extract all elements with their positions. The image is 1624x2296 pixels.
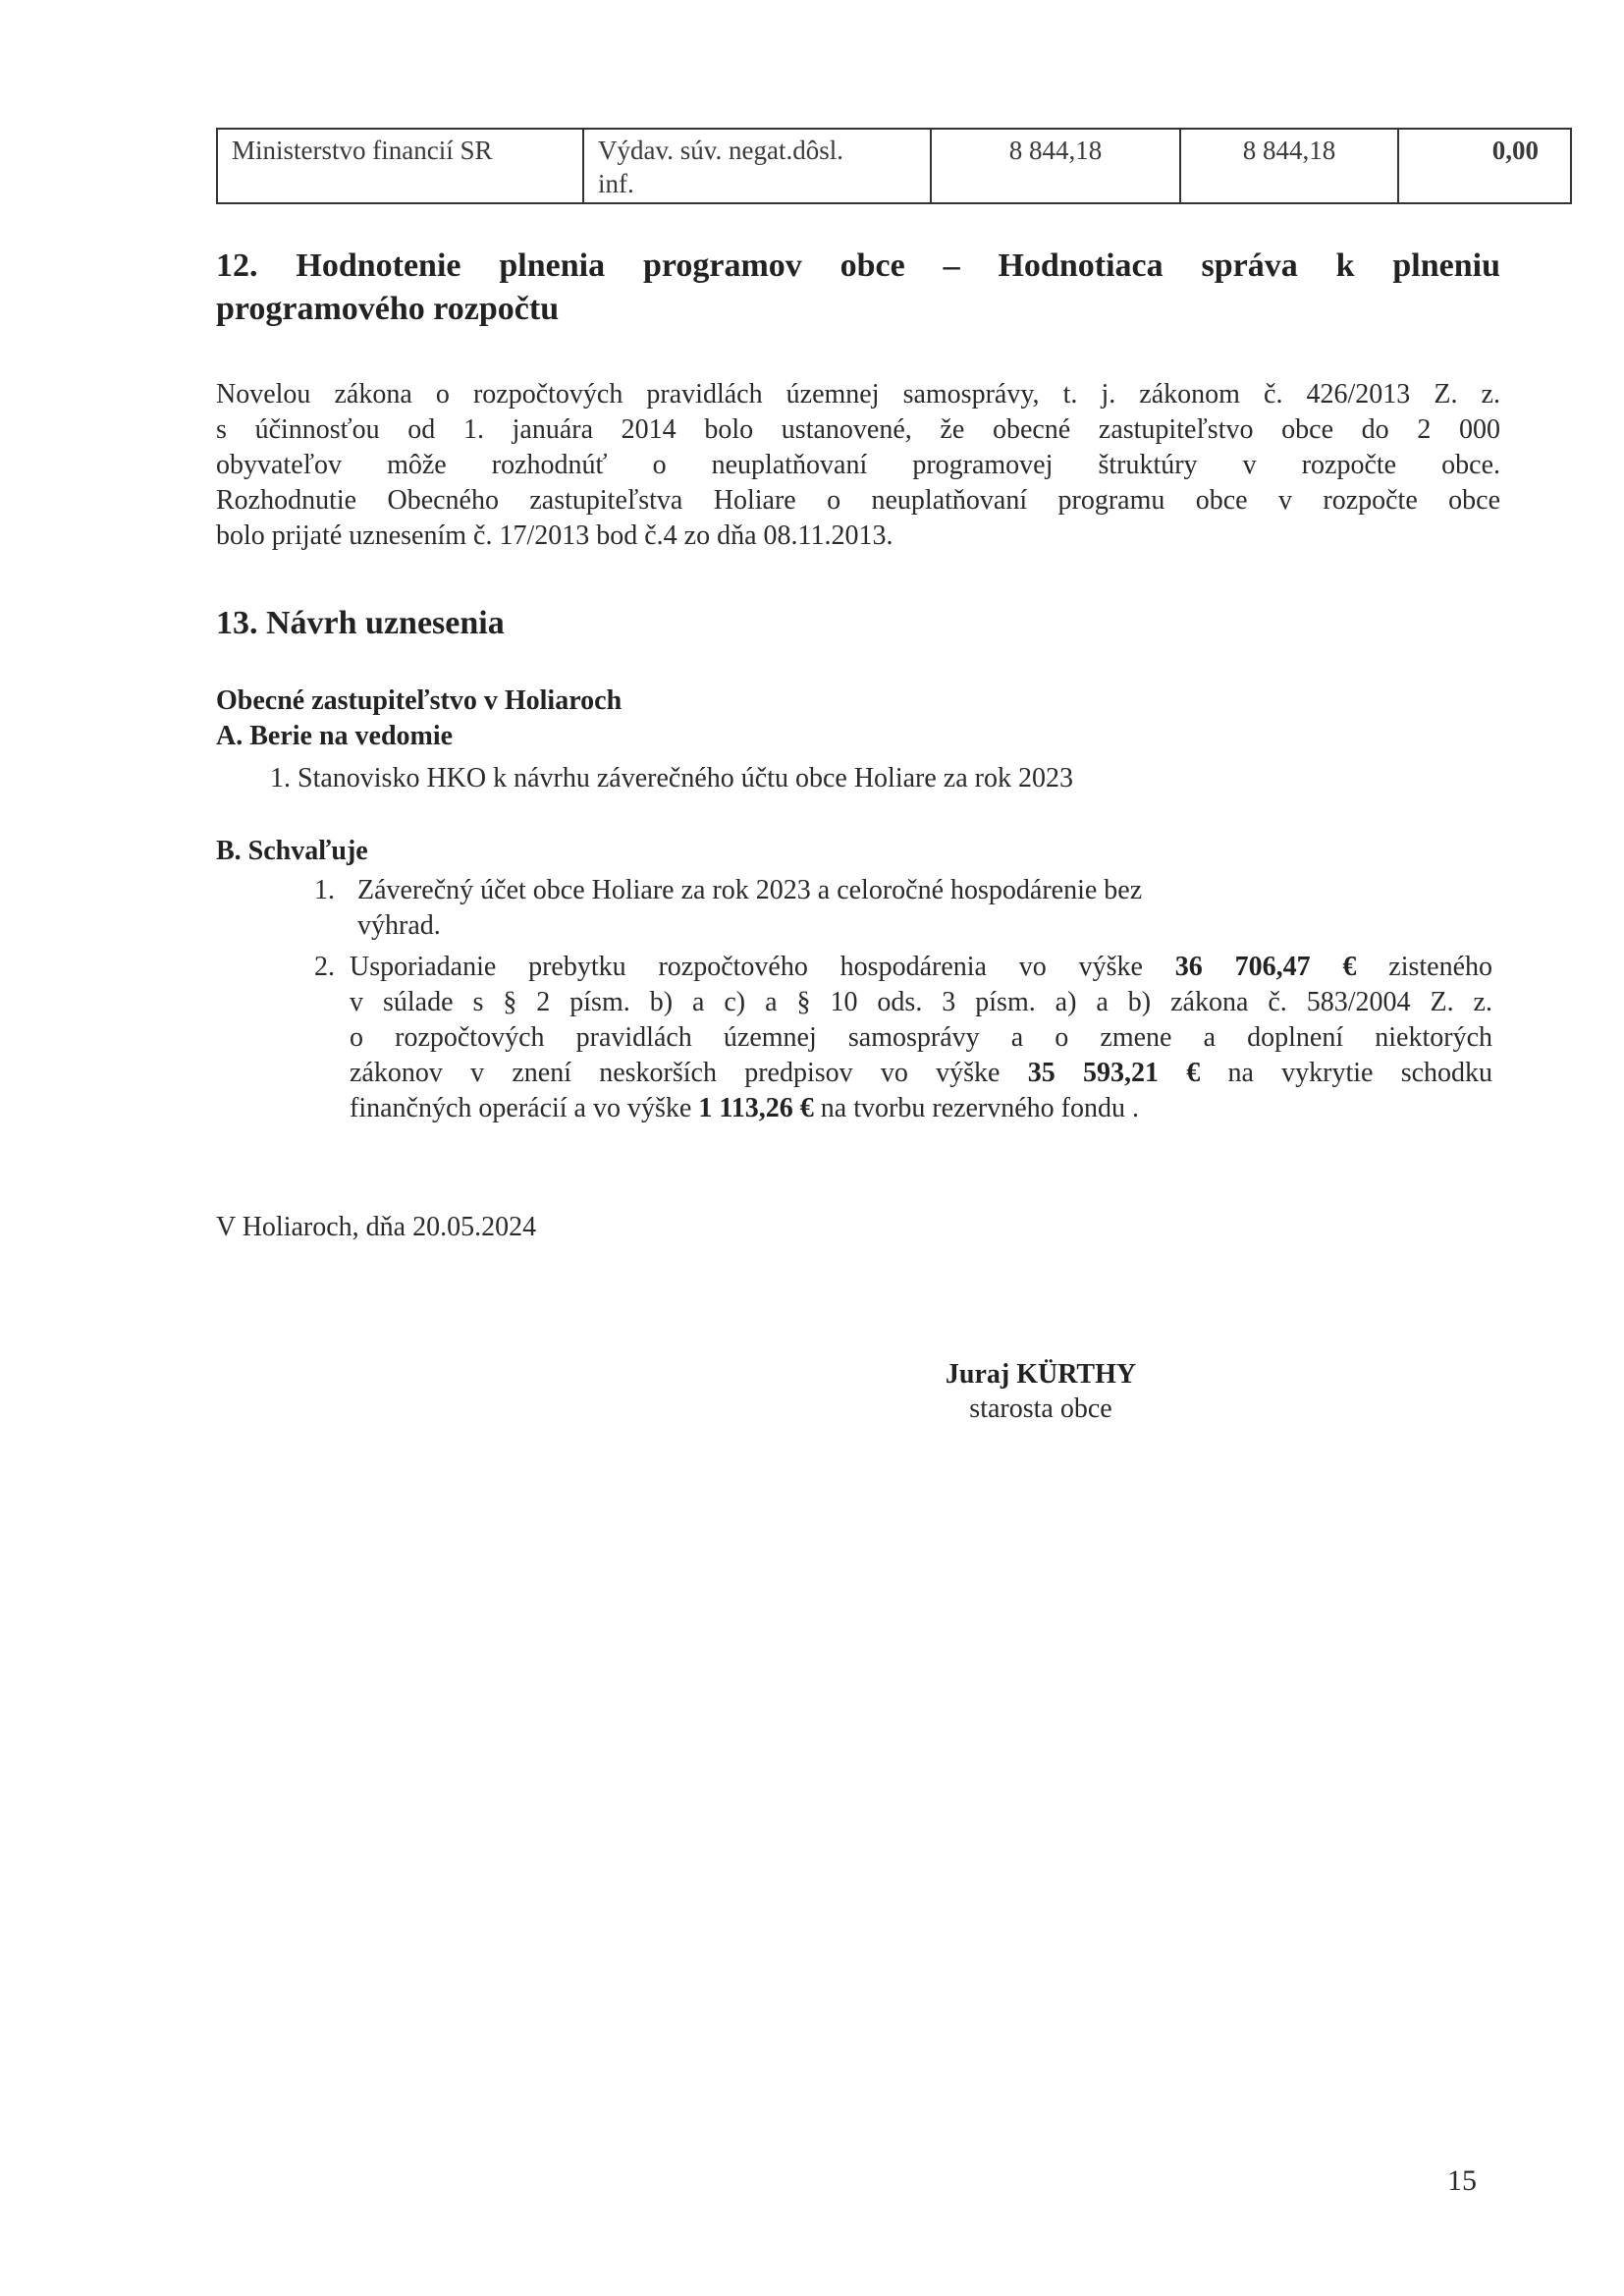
surplus-amount: 36 706,47 € [1174, 952, 1357, 982]
item-2-line5 [350, 1091, 1492, 1126]
section-12-heading-line2: programového rozpočtu [216, 291, 560, 327]
section-b-item-1-line2: výhrad. [357, 910, 441, 941]
signer-title: starosta obce [969, 1394, 1112, 1424]
section-b-item-1-number: 1. [314, 875, 335, 905]
signature-block [844, 1358, 1237, 1427]
paragraph-line: bolo prijaté uznesením č. 17/2013 bod č.4 zo dňa 08.11.2013. [216, 520, 893, 551]
table-row [216, 128, 1572, 204]
section-12-paragraph [216, 377, 1500, 554]
section-b-item-1-line1: Záverečný účet obce Holiare za rok 2023 a celoročné hospodárenie bez [357, 875, 1143, 905]
section-b-label: B. Schvaľuje [216, 836, 368, 866]
section-a-label: A. Berie na vedomie [216, 721, 454, 751]
item-2-line5-text: finančných operácií a vo výške [350, 1093, 692, 1123]
item-2-line4-text: zákonov v znení neskorších predpisov vo výške [350, 1058, 1001, 1088]
section-b-item-2-text [350, 950, 1492, 1126]
table-cell-value-c: 0,00 [1491, 136, 1539, 165]
deficit-cover-amount: 35 593,21 € [1027, 1058, 1201, 1088]
table-cell-value-a: 8 844,18 [932, 130, 1181, 202]
item-2-line3: o rozpočtových pravidlách územnej samosprávy a o zmene a doplnení niektorých [350, 1022, 1492, 1053]
table-cell-type [584, 130, 932, 202]
paragraph-line: obyvateľov môže rozhodnúť o neuplatňovaní programovej štruktúry v rozpočte obce. [216, 450, 1500, 480]
place-date: V Holiaroch, dňa 20.05.2024 [216, 1212, 537, 1242]
item-2-line1 [350, 950, 1492, 985]
paragraph-line: s účinnosťou od 1. januára 2014 bolo ustanovené, že obecné zastupiteľstvo obce do 2 000 [216, 414, 1500, 445]
item-2-line1-text: Usporiadanie prebytku rozpočtového hospodárenia vo výške [350, 952, 1143, 982]
item-2-line5-tail: na tvorbu rezervného fondu . [820, 1093, 1139, 1123]
table-cell-type-line1: Výdav. súv. negat.dôsl. [598, 136, 843, 165]
signer-name: Juraj KÜRTHY [945, 1359, 1137, 1390]
item-2-line2: v súlade s § 2 písm. b) a c) a § 10 ods. 3 písm. a) a b) zákona č. 583/2004 Z. z. [350, 987, 1492, 1017]
section-a-item-1: 1. Stanovisko HKO k návrhu záverečného účtu obce Holiare za rok 2023 [270, 763, 1073, 793]
item-2-line4 [350, 1056, 1492, 1091]
section-13-heading: 13. Návrh uznesenia [216, 605, 505, 641]
section-b-item-2-number: 2. [314, 952, 335, 982]
paragraph-line: Novelou zákona o rozpočtových pravidlách územnej samosprávy, t. j. zákonom č. 426/2013 Z. z. [216, 379, 1500, 410]
section-12-heading-line1: 12. Hodnotenie plnenia programov obce – Hodnotiaca správa k plneniu [216, 247, 1500, 284]
paragraph-line: Rozhodnutie Obecného zastupiteľstva Holiare o neuplatňovaní programu obce v rozpočte obce [216, 485, 1500, 516]
table-cell-entity: Ministerstvo financií SR [218, 130, 584, 202]
table-cell-type-line2: inf. [598, 169, 634, 198]
council-name: Obecné zastupiteľstvo v Holiaroch [216, 685, 623, 716]
item-2-line1-tail: zisteného [1388, 952, 1493, 982]
item-2-line4-tail: na vykrytie schodku [1227, 1058, 1493, 1088]
page-number: 15 [1447, 2164, 1477, 2197]
table-cell-value-b: 8 844,18 [1181, 130, 1399, 202]
reserve-fund-amount: 1 113,26 € [698, 1093, 814, 1123]
